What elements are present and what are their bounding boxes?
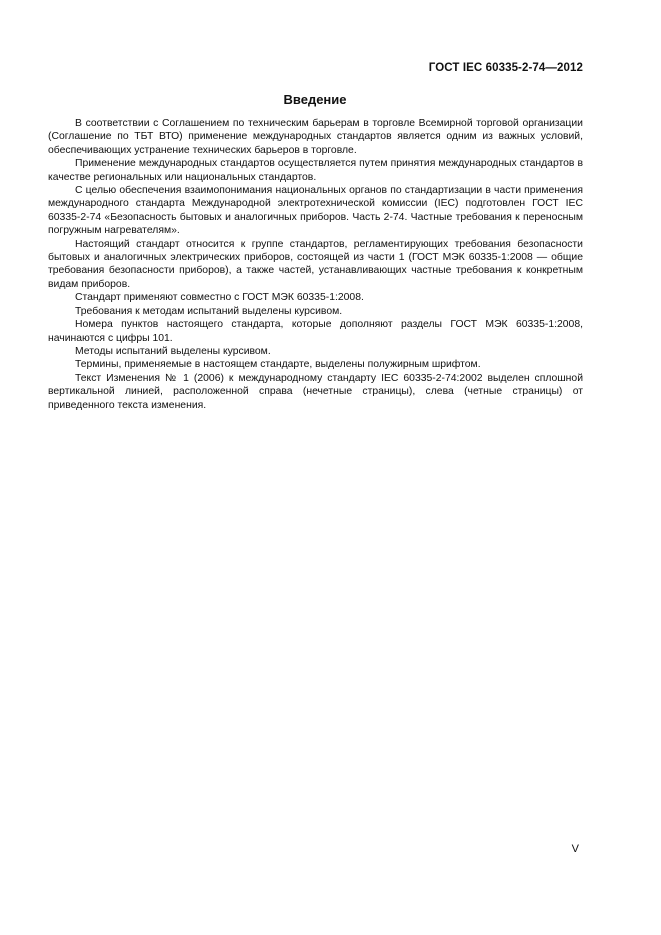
document-header-code: ГОСТ IEC 60335-2-74—2012 (428, 62, 583, 74)
paragraph: Стандарт применяют совместно с ГОСТ МЭК 60335-1:2008. (75, 292, 364, 304)
paragraph: Термины, применяемые в настоящем стандарте, выделены полужирным шрифтом. (75, 359, 481, 371)
section-body (48, 117, 583, 412)
paragraph: В соответствии с Соглашением по техническим барьерам в торговле Всемирной торговой организации (Соглашение по ТБТ ВТО) применение международных стандартов является одним из важных условий, обеспечивающих устранение технических барьеров в торговле. (48, 118, 583, 156)
paragraph: Номера пунктов настоящего стандарта, которые дополняют разделы ГОСТ МЭК 60335-1:2008, начинаются с цифры 101. (48, 319, 583, 344)
paragraph: Требования к методам испытаний выделены курсивом. (75, 305, 343, 317)
paragraph: Применение международных стандартов осуществляется путем принятия международных стандартов в качестве региональных или национальных стандартов. (48, 158, 583, 183)
page-number: V (571, 843, 579, 855)
paragraph: Методы испытаний выделены курсивом. (75, 345, 271, 357)
paragraph: Текст Изменения № 1 (2006) к международному стандарту IEC 60335-2-74:2002 выделен сплошной вертикальной линией, расположенной справа (нечетные страницы), слева (четные страницы) от приведенного текста изменения. (48, 372, 583, 411)
section-title: Введение (283, 92, 347, 107)
paragraph: Настоящий стандарт относится к группе стандартов, регламентирующих требования безопасности бытовых и аналогичных электрических приборов, состоящей из части 1 (ГОСТ МЭК 60335-1:2008 — общие требования безопасности приборов), а также частей, устанавливающих частные требования к конкретным видам приборов. (48, 238, 583, 290)
paragraph: С целью обеспечения взаимопонимания национальных органов по стандартизации в части применения международного стандарта Международной электротехнической комиссии (IEC) подготовлен ГОСТ IEC 60335-2-74 «Безопасность бытовых и аналогичных приборов. Часть 2-74. Частные требования к переносным погружным нагревателям». (48, 185, 583, 237)
